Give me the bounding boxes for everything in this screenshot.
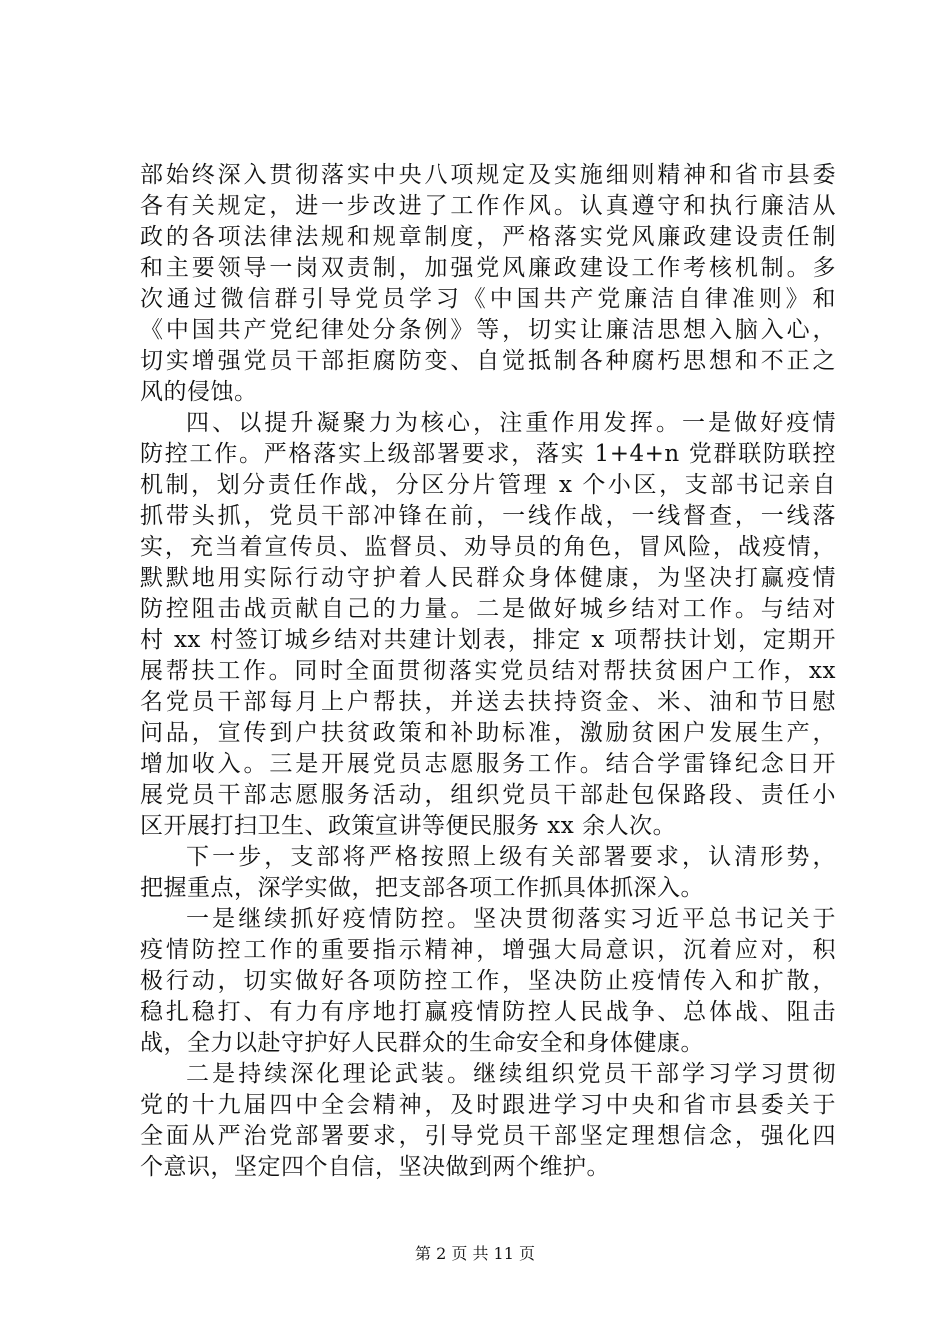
page-footer: 第 2 页 共 11 页: [415, 1244, 535, 1263]
text-line: 战，全力以赴守护好人民群众的生命安全和身体健康。: [140, 1030, 704, 1056]
paragraph: [140, 408, 836, 842]
text-line: 极行动，切实做好各项防控工作，坚决防止疫情传入和扩散，: [140, 968, 836, 994]
text-line: 个意识，坚定四个自信，坚决做到两个维护。: [140, 1154, 610, 1180]
text-line: 抓带头抓，党员干部冲锋在前，一线作战，一线督查，一线落: [140, 503, 836, 529]
paragraph: [140, 160, 836, 408]
text-line: 稳扎稳打、有力有序地打赢疫情防控人民战争、总体战、阻击: [140, 999, 836, 1025]
text-line: 次通过微信群引导党员学习《中国共产党廉洁自律准则》和: [140, 286, 836, 312]
text-line: 二是持续深化理论武装。继续组织党员干部学习学习贯彻: [186, 1061, 836, 1087]
text-line: 政的各项法律法规和规章制度，严格落实党风廉政建设责任制: [140, 224, 836, 250]
text-line: 村 xx 村签订城乡结对共建计划表，排定 x 项帮扶计划，定期开: [140, 627, 836, 653]
text-line: 把握重点，深学实做，把支部各项工作抓具体抓深入。: [140, 875, 704, 901]
text-line: 实，充当着宣传员、监督员、劝导员的角色，冒风险，战疫情，: [140, 534, 836, 560]
document-body: [140, 160, 836, 1183]
text-line: 风的侵蚀。: [140, 379, 258, 405]
text-line: 展帮扶工作。同时全面贯彻落实党员结对帮扶贫困户工作，xx: [140, 658, 836, 684]
text-line: 部始终深入贯彻落实中央八项规定及实施细则精神和省市县委: [140, 162, 836, 188]
text-line: 四、以提升凝聚力为核心，注重作用发挥。一是做好疫情: [186, 410, 836, 436]
text-line: 问品，宣传到户扶贫政策和补助标准，激励贫困户发展生产，: [140, 720, 836, 746]
text-line: 下一步，支部将严格按照上级有关部署要求，认清形势，: [186, 844, 836, 870]
paragraph: [140, 1059, 836, 1183]
text-line: 区开展打扫卫生、政策宣讲等便民服务 xx 余人次。: [140, 813, 677, 839]
text-line: 防控阻击战贡献自己的力量。二是做好城乡结对工作。与结对: [140, 596, 836, 622]
text-line: 和主要领导一岗双责制，加强党风廉政建设工作考核机制。多: [140, 255, 836, 281]
text-line: 疫情防控工作的重要指示精神，增强大局意识，沉着应对，积: [140, 937, 836, 963]
paragraph: [140, 842, 836, 904]
paragraph: [140, 904, 836, 1059]
text-line: 机制，划分责任作战，分区分片管理 x 个小区，支部书记亲自: [140, 472, 836, 498]
text-line: 全面从严治党部署要求，引导党员干部坚定理想信念，强化四: [140, 1123, 836, 1149]
text-line: 名党员干部每月上户帮扶，并送去扶持资金、米、油和节日慰: [140, 689, 836, 715]
text-line: 防控工作。严格落实上级部署要求，落实 1+4+n 党群联防联控: [140, 441, 836, 467]
text-line: 党的十九届四中全会精神，及时跟进学习中央和省市县委关于: [140, 1092, 836, 1118]
text-line: 增加收入。三是开展党员志愿服务工作。结合学雷锋纪念日开: [140, 751, 836, 777]
text-line: 展党员干部志愿服务活动，组织党员干部赴包保路段、责任小: [140, 782, 836, 808]
text-line: 《中国共产党纪律处分条例》等，切实让廉洁思想入脑入心，: [140, 317, 836, 343]
text-line: 切实增强党员干部拒腐防变、自觉抵制各种腐朽思想和不正之: [140, 348, 836, 374]
text-line: 各有关规定，进一步改进了工作作风。认真遵守和执行廉洁从: [140, 193, 836, 219]
text-line: 一是继续抓好疫情防控。坚决贯彻落实习近平总书记关于: [186, 906, 836, 932]
text-line: 默默地用实际行动守护着人民群众身体健康，为坚决打赢疫情: [140, 565, 836, 591]
